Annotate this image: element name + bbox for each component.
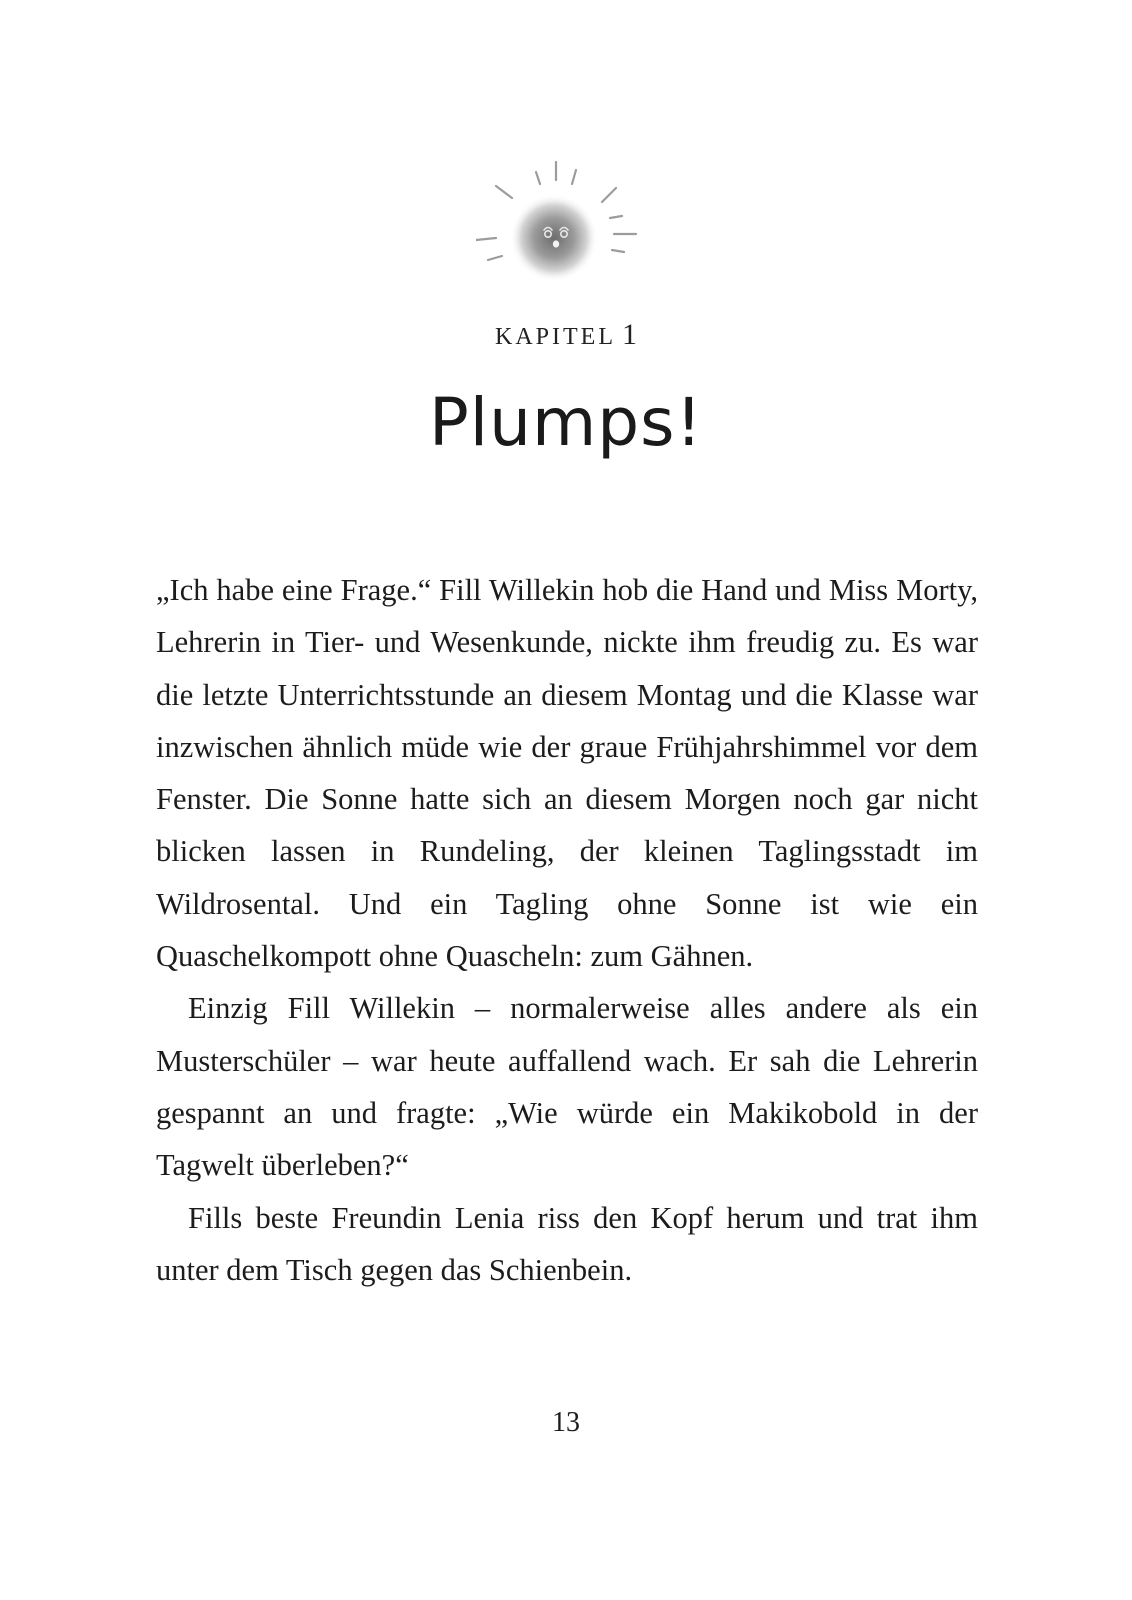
- chapter-title: Plumps!: [429, 384, 703, 461]
- chapter-label-text: KAPITEL: [495, 324, 616, 350]
- sun-face-icon: [476, 158, 656, 288]
- paragraph-2: Einzig Fill Willekin – normalerweise alles andere als ein Musterschüler – war heute auffallend wach. Er sah die Lehrerin gespannt an und fragte: „Wie würde ein Makikobold in der Tagwelt überleben?“: [156, 991, 978, 1183]
- paragraph-3: Fills beste Freundin Lenia riss den Kopf herum und trat ihm unter dem Tisch gegen das Schienbein.: [156, 1200, 978, 1287]
- body-text: [156, 564, 978, 1296]
- chapter-label: [0, 318, 1132, 352]
- paragraph-1: „Ich habe eine Frage.“ Fill Willekin hob die Hand und Miss Morty, Lehrerin in Tier- und Wesenkunde, nickte ihm freudig zu. Es war die letzte Unterrichtsstunde an diesem Montag und die Klasse war inzwischen ähnlich müde wie der graue Frühjahrshimmel vor dem Fenster. Die Sonne hatte sich an diesem Morgen noch gar nicht blicken lassen in Rundeling, der kleinen Taglingsstadt im Wildrosental. Und ein Tagling ohne Sonne ist wie ein Quaschelkompott ohne Quascheln: zum Gähnen.: [156, 573, 978, 974]
- page-number: 13: [552, 1407, 580, 1438]
- chapter-number: 1: [621, 318, 637, 351]
